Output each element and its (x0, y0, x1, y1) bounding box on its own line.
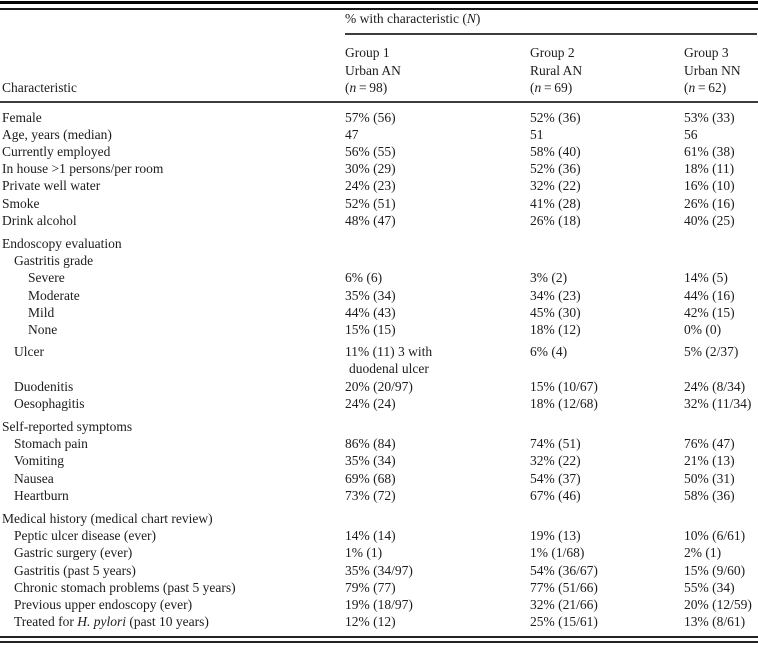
table-row (0, 160, 758, 177)
group1-value: 24% (23) (345, 178, 396, 194)
row-label-post: (past 10 years) (126, 614, 209, 630)
section-header-row (0, 510, 758, 527)
table-row (0, 212, 758, 229)
group3-value (684, 418, 758, 435)
group3-n-rest: = 62) (695, 80, 727, 95)
group2-value: 6% (4) (530, 344, 568, 360)
group2-value (530, 510, 684, 527)
table-body (0, 103, 758, 631)
group2-value: 54% (36/67) (530, 562, 598, 578)
group3-value: 0% (0) (684, 321, 722, 337)
group2-location: Rural AN (530, 62, 583, 78)
group3-value: 56 (684, 126, 698, 142)
group3-value: 20% (12/59) (684, 596, 752, 612)
group3-value: 24% (8/34) (684, 378, 746, 394)
span-header-text: % with characteristic ( (345, 11, 467, 26)
group1-value: 79% (77) (345, 579, 396, 595)
row-label: Peptic ulcer disease (ever) (14, 528, 157, 544)
group2-value: 25% (15/61) (530, 614, 598, 630)
group1-n-rest: = 98) (356, 80, 388, 95)
group2-value: 77% (51/66) (530, 579, 598, 595)
table-row (0, 177, 758, 194)
group2-value: 45% (30) (530, 304, 581, 320)
row-label: Smoke (2, 195, 40, 211)
section-label: Endoscopy evaluation (2, 235, 122, 251)
span-header-close: ) (475, 11, 481, 26)
group2-value: 52% (36) (530, 109, 581, 125)
group2-value (530, 418, 684, 435)
group3-value: 53% (33) (684, 109, 735, 125)
row-label: Chronic stomach problems (past 5 years) (14, 579, 236, 595)
row-label: Female (2, 109, 42, 125)
table-row (0, 287, 758, 304)
table-row (0, 109, 758, 126)
group2-n-italic: n (534, 80, 542, 95)
group1-value: 12% (12) (345, 614, 396, 630)
group2-value: 18% (12/68) (530, 395, 598, 411)
group2-value: 52% (36) (530, 161, 581, 177)
row-label: Previous upper endoscopy (ever) (14, 596, 193, 612)
group1-value: 57% (56) (345, 109, 396, 125)
table-row (0, 378, 758, 395)
group3-value (684, 235, 758, 252)
span-header (0, 11, 758, 27)
table-row (0, 452, 758, 469)
group1-value (345, 510, 530, 527)
group1-value (345, 252, 530, 269)
group2-value: 67% (46) (530, 487, 581, 503)
group3-value: 58% (36) (684, 487, 735, 503)
table-row (0, 527, 758, 544)
group3-n-open: ( (684, 80, 689, 95)
group1-value: 44% (43) (345, 304, 396, 320)
group3-value: 2% (1) (684, 545, 722, 561)
group3-location: Urban NN (684, 62, 741, 78)
subsection-label: Gastritis grade (14, 253, 94, 269)
top-rule-thin (0, 8, 758, 10)
group1-value: 19% (18/97) (345, 596, 413, 612)
group1-value: 48% (47) (345, 212, 396, 228)
group3-value: 21% (13) (684, 453, 735, 469)
group1-value: 69% (68) (345, 470, 396, 486)
group2-value: 51 (530, 126, 544, 142)
group3-value (684, 252, 758, 269)
group3-value: 55% (34) (684, 579, 735, 595)
row-label: Vomiting (14, 453, 65, 469)
group1-value-line2: duodenal ulcer (349, 361, 429, 377)
table-row (0, 613, 758, 630)
group1-value: 35% (34) (345, 287, 396, 303)
group1-value: 35% (34) (345, 453, 396, 469)
table-row (0, 321, 758, 338)
row-label: None (28, 321, 58, 337)
table-row (0, 487, 758, 504)
group1-n-italic: n (349, 80, 357, 95)
table-row (0, 435, 758, 452)
table-row (0, 343, 758, 377)
group2-n (530, 79, 684, 97)
group1-value (345, 343, 530, 377)
group1-value: 47 (345, 126, 359, 142)
group2-value: 1% (1/68) (530, 545, 585, 561)
subsection-header-row (0, 252, 758, 269)
row-label: Gastritis (past 5 years) (14, 562, 136, 578)
row-label: Gastric surgery (ever) (14, 545, 133, 561)
table-row (0, 579, 758, 596)
group2-value (530, 252, 684, 269)
group3-value: 15% (9/60) (684, 562, 746, 578)
bottom-rule-upper (0, 636, 758, 638)
group1-value: 1% (1) (345, 545, 383, 561)
bottom-rules (0, 636, 758, 643)
group2-value: 32% (22) (530, 453, 581, 469)
section-label: Medical history (medical chart review) (2, 510, 213, 526)
table-row (0, 562, 758, 579)
row-label: Oesophagitis (14, 395, 85, 411)
group2-value: 58% (40) (530, 143, 581, 159)
table-row (0, 143, 758, 160)
row-label: In house >1 persons/per room (2, 161, 164, 177)
row-label: Nausea (14, 470, 54, 486)
table-row (0, 304, 758, 321)
group3-value: 5% (2/37) (684, 344, 739, 360)
section-header-row (0, 418, 758, 435)
row-label (0, 613, 345, 630)
group1-value: 73% (72) (345, 487, 396, 503)
column-header-group2 (530, 44, 684, 97)
group3-n-italic: n (688, 80, 696, 95)
table-row (0, 269, 758, 286)
group1-value: 30% (29) (345, 161, 396, 177)
row-label: Private well water (2, 178, 101, 194)
group2-value: 41% (28) (530, 195, 581, 211)
row-label: Duodenitis (14, 378, 74, 394)
row-label: Severe (28, 270, 65, 286)
group1-name: Group 1 (345, 45, 390, 60)
section-label: Self-reported symptoms (2, 418, 133, 434)
column-header-group3 (684, 44, 758, 97)
group3-value: 40% (25) (684, 212, 735, 228)
group2-value: 18% (12) (530, 321, 581, 337)
group3-value: 13% (8/61) (684, 614, 746, 630)
group2-value (530, 235, 684, 252)
group3-value: 44% (16) (684, 287, 735, 303)
group1-value: 15% (15) (345, 321, 396, 337)
span-header-italic-n: N (466, 11, 476, 26)
section-header-row (0, 235, 758, 252)
column-header-group1 (345, 44, 530, 97)
group2-value: 15% (10/67) (530, 378, 598, 394)
group2-value: 34% (23) (530, 287, 581, 303)
group2-value: 3% (2) (530, 270, 568, 286)
table-row (0, 126, 758, 143)
row-label-pre: Treated for (14, 614, 78, 630)
group3-value: 10% (6/61) (684, 528, 746, 544)
group3-value: 50% (31) (684, 470, 735, 486)
group3-value: 61% (38) (684, 143, 735, 159)
group1-value: 52% (51) (345, 195, 396, 211)
group2-name: Group 2 (530, 45, 575, 60)
row-label: Moderate (28, 287, 80, 303)
row-label: Currently employed (2, 143, 111, 159)
group3-value (684, 510, 758, 527)
row-label: Drink alcohol (2, 212, 77, 228)
group2-n-open: ( (530, 80, 535, 95)
group3-value: 42% (15) (684, 304, 735, 320)
group1-value: 35% (34/97) (345, 562, 413, 578)
table-row (0, 544, 758, 561)
group1-location: Urban AN (345, 62, 401, 78)
group3-value: 18% (11) (684, 161, 735, 177)
group2-value: 19% (13) (530, 528, 581, 544)
group1-value: 86% (84) (345, 436, 396, 452)
group3-value: 76% (47) (684, 436, 735, 452)
group3-n (684, 79, 758, 97)
group2-value: 74% (51) (530, 436, 581, 452)
bottom-rule-lower (0, 641, 758, 643)
row-label: Age, years (median) (2, 126, 112, 142)
group2-value: 32% (21/66) (530, 596, 598, 612)
group3-value: 16% (10) (684, 178, 735, 194)
column-header-characteristic: Characteristic (2, 80, 77, 95)
group2-value: 32% (22) (530, 178, 581, 194)
group1-value-line1: 11% (11) 3 with (345, 344, 433, 360)
group3-name: Group 3 (684, 45, 729, 60)
group1-value: 56% (55) (345, 143, 396, 159)
row-label: Stomach pain (14, 436, 88, 452)
group2-n-rest: = 69) (541, 80, 573, 95)
group2-value: 26% (18) (530, 212, 581, 228)
group1-n-open: ( (345, 80, 350, 95)
table-row (0, 195, 758, 212)
group1-value: 24% (24) (345, 395, 396, 411)
group1-value: 20% (20/97) (345, 378, 413, 394)
top-rule-thick (0, 1, 758, 4)
group1-n (345, 79, 530, 97)
group3-value: 26% (16) (684, 195, 735, 211)
group3-value: 32% (11/34) (684, 395, 752, 411)
group1-value: 14% (14) (345, 528, 396, 544)
table-row (0, 470, 758, 487)
group2-value: 54% (37) (530, 470, 581, 486)
group1-value (345, 418, 530, 435)
column-header-row (0, 35, 758, 97)
row-label-italic: H. pylori (77, 614, 126, 630)
group3-value: 14% (5) (684, 270, 728, 286)
table-row (0, 596, 758, 613)
row-label: Heartburn (14, 487, 69, 503)
table-row (0, 395, 758, 412)
row-label: Mild (28, 304, 55, 320)
group1-value: 6% (6) (345, 270, 383, 286)
group1-value (345, 235, 530, 252)
row-label: Ulcer (14, 344, 44, 360)
